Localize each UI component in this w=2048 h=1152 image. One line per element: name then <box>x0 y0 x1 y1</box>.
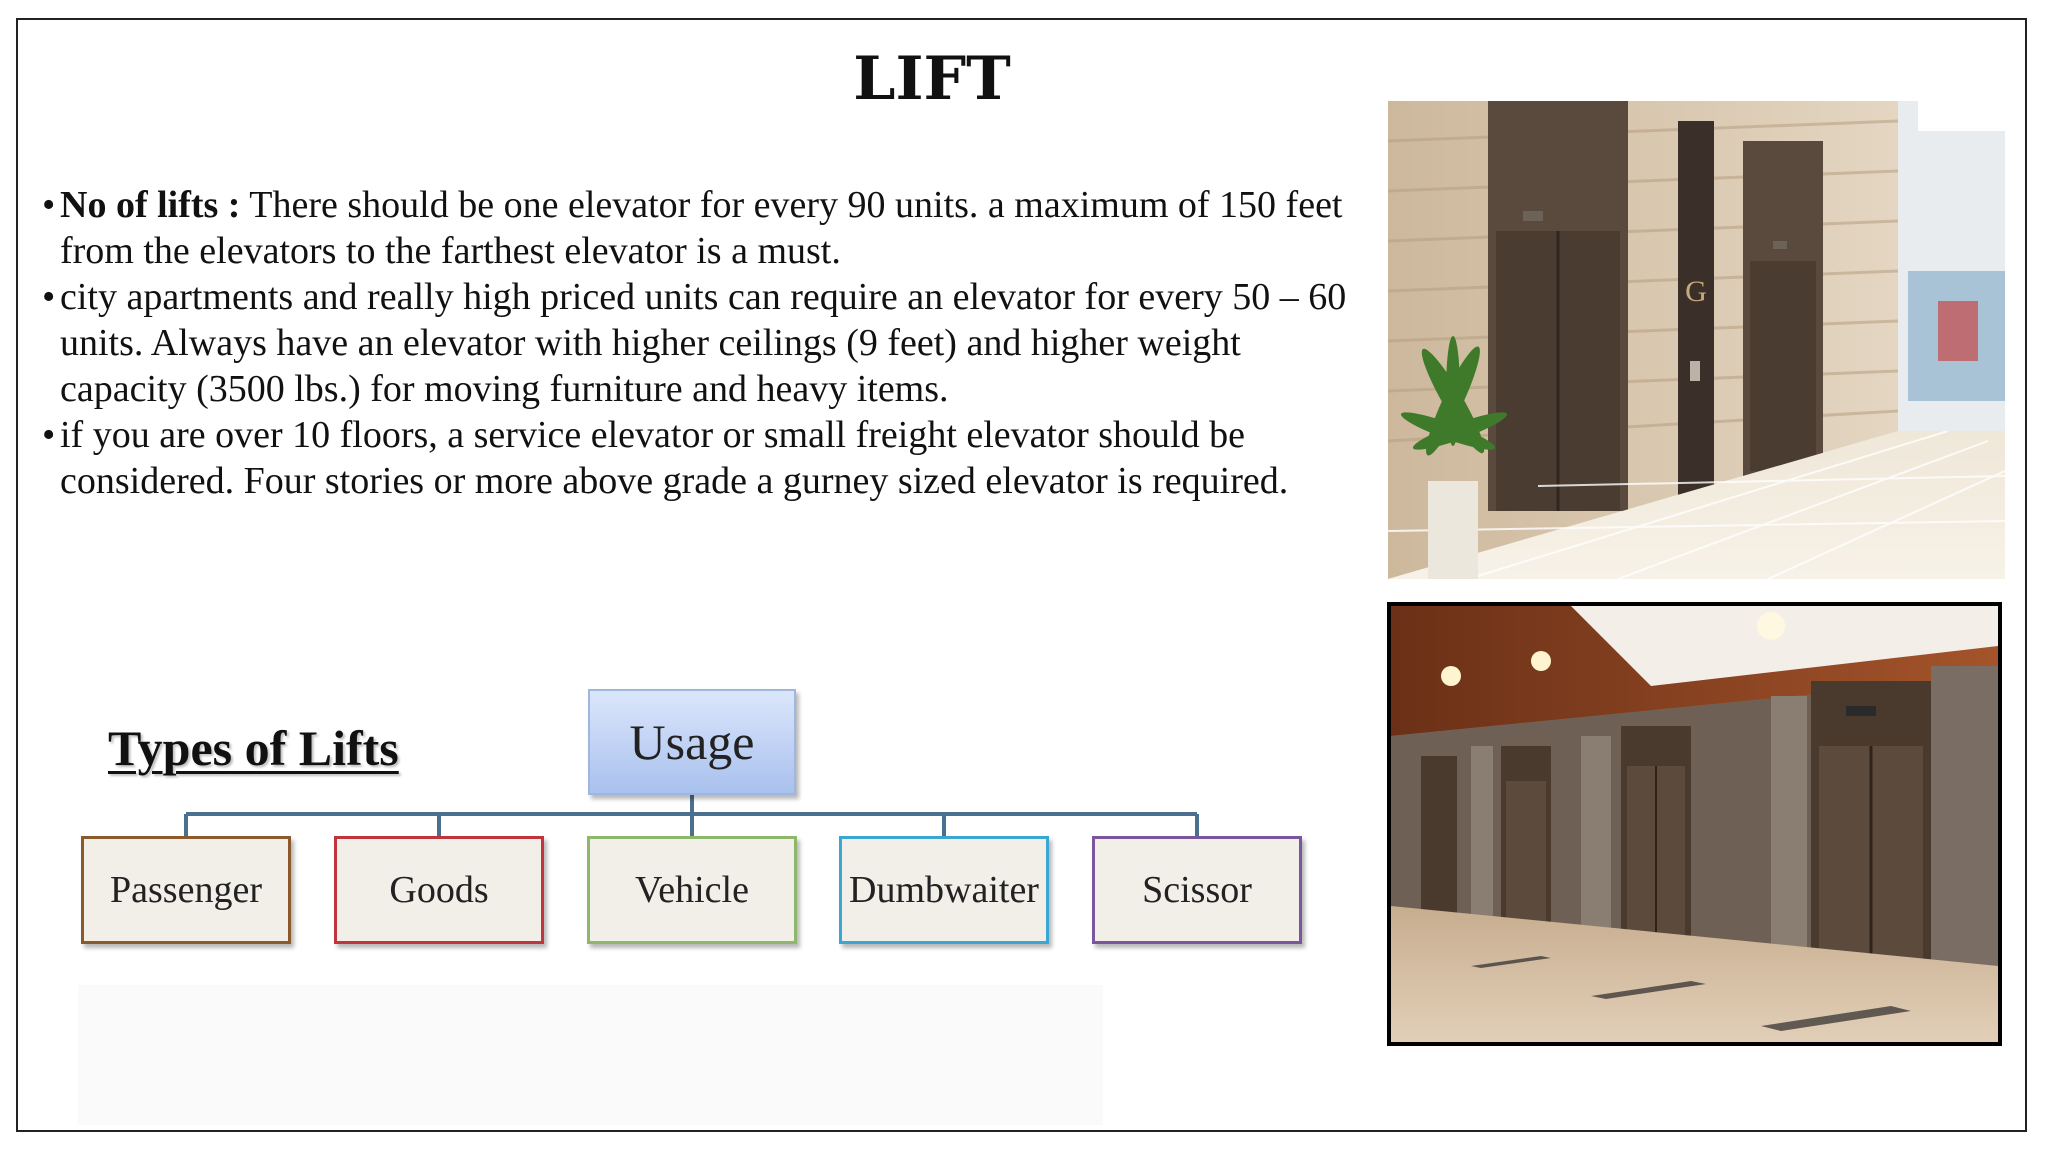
bullet-text: if you are over 10 floors, a service elevator or small freight elevator should be considered. Four stories or more above grade a gurney sized elevator is required. <box>60 414 1289 502</box>
bullet-list <box>42 182 1372 504</box>
diagram-node-passenger: Passenger <box>81 836 291 944</box>
bullet-item <box>42 412 1372 504</box>
bullet-dot: • <box>42 414 56 456</box>
floor-sign-g: G <box>1685 275 1707 308</box>
bullet-item <box>42 274 1372 412</box>
diagram-node-scissor: Scissor <box>1092 836 1302 944</box>
diagram-root-usage: Usage <box>588 689 796 795</box>
bullet-text: There should be one elevator for every 90 units. a maximum of 150 feet from the elevators to the farthest elevator is a must. <box>60 184 1343 272</box>
diagram-node-vehicle: Vehicle <box>587 836 797 944</box>
diagram-node-dumbwaiter: Dumbwaiter <box>839 836 1049 944</box>
diagram-node-goods: Goods <box>334 836 544 944</box>
slide-title: LIFT <box>853 44 1011 114</box>
elevator-lobby-photo <box>1388 101 2005 579</box>
bullet-bold-prefix: No of lifts : <box>60 184 241 226</box>
types-of-lifts-heading: Types of Lifts <box>108 720 399 776</box>
bullet-dot: • <box>42 276 56 318</box>
bullet-dot: • <box>42 184 56 226</box>
bullet-item <box>42 182 1372 274</box>
bullet-text: city apartments and really high priced units can require an elevator for every 50 – 60 units. Always have an elevator with higher ceilings (9 feet) and higher weight capacity (3500 lbs.) for moving furniture and heavy items. <box>60 276 1347 410</box>
diagram-background <box>78 985 1103 1125</box>
elevator-corridor-photo <box>1387 602 2002 1046</box>
